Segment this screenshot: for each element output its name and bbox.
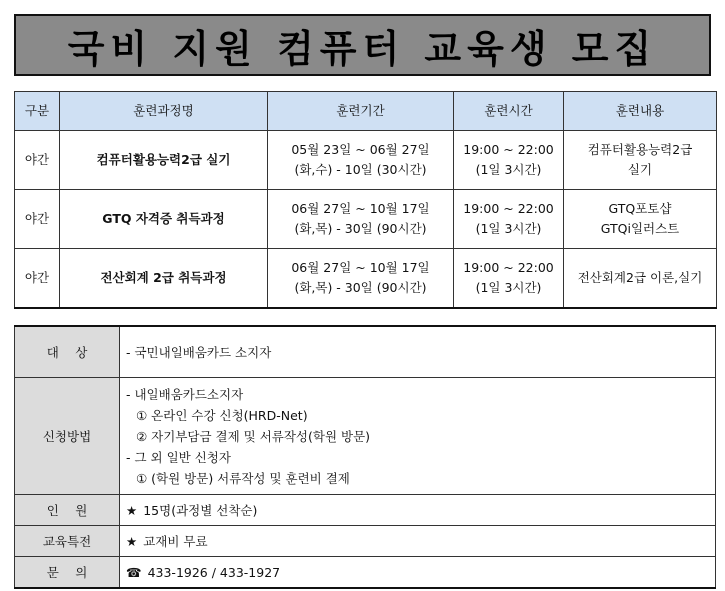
content-line: 실기 <box>627 162 653 177</box>
capacity-text: 15명(과정별 선착순) <box>143 502 258 518</box>
target-value: - 국민내일배움카드 소지자 <box>120 326 716 378</box>
header-time: 훈련시간 <box>454 92 564 131</box>
period-days: (화,수) - 10일 (30시간) <box>294 162 427 177</box>
course-time <box>454 190 564 249</box>
course-name: 컴퓨터활용능력2급 실기 <box>60 131 268 190</box>
info-row-benefit <box>15 526 716 557</box>
course-name: GTQ 자격증 취득과정 <box>60 190 268 249</box>
title-banner <box>14 14 711 76</box>
course-content <box>564 249 717 309</box>
course-period <box>268 131 454 190</box>
info-table <box>14 325 716 589</box>
header-period: 훈련기간 <box>268 92 454 131</box>
star-icon: ★ <box>126 502 138 518</box>
course-table <box>14 91 717 309</box>
phone-icon: ☎ <box>126 564 142 580</box>
star-icon: ★ <box>126 533 138 549</box>
apply-label: 신청방법 <box>15 378 120 495</box>
period-dates: 06월 27일 ~ 10월 17일 <box>291 201 430 216</box>
content-line: GTQ포토샵 <box>608 201 672 216</box>
info-row-capacity <box>15 495 716 526</box>
time-hours: (1일 3시간) <box>475 162 542 177</box>
course-type: 야간 <box>15 249 60 309</box>
apply-line: ② 자기부담금 결제 및 서류작성(학원 방문) <box>136 428 371 444</box>
course-content <box>564 131 717 190</box>
period-dates: 05월 23일 ~ 06월 27일 <box>291 142 430 157</box>
content-line: 전산회계2급 이론,실기 <box>577 270 703 285</box>
period-days: (화,목) - 30일 (90시간) <box>294 280 427 295</box>
table-row <box>15 131 717 190</box>
benefit-label: 교육특전 <box>15 526 120 557</box>
apply-line: - 내일배움카드소지자 <box>126 386 244 402</box>
header-content: 훈련내용 <box>564 92 717 131</box>
header-name: 훈련과정명 <box>60 92 268 131</box>
benefit-text: 교재비 무료 <box>143 533 208 549</box>
target-label: 대 상 <box>15 326 120 378</box>
capacity-label: 인 원 <box>15 495 120 526</box>
apply-value <box>120 378 716 495</box>
header-type: 구분 <box>15 92 60 131</box>
apply-line: ① 온라인 수강 신청(HRD-Net) <box>136 407 308 423</box>
benefit-value <box>120 526 716 557</box>
content-line: 컴퓨터활용능력2급 <box>587 142 693 157</box>
course-time <box>454 131 564 190</box>
course-table-header <box>15 92 717 131</box>
time-range: 19:00 ~ 22:00 <box>463 260 554 275</box>
info-row-target <box>15 326 716 378</box>
time-range: 19:00 ~ 22:00 <box>463 142 554 157</box>
content-line: GTQi일러스트 <box>600 221 680 236</box>
capacity-value <box>120 495 716 526</box>
info-row-contact <box>15 557 716 589</box>
time-hours: (1일 3시간) <box>475 280 542 295</box>
course-name: 전산회계 2급 취득과정 <box>60 249 268 309</box>
course-type: 야간 <box>15 190 60 249</box>
table-row <box>15 190 717 249</box>
time-range: 19:00 ~ 22:00 <box>463 201 554 216</box>
course-type: 야간 <box>15 131 60 190</box>
time-hours: (1일 3시간) <box>475 221 542 236</box>
course-time <box>454 249 564 309</box>
period-days: (화,목) - 30일 (90시간) <box>294 221 427 236</box>
apply-line: - 그 외 일반 신청자 <box>126 449 231 465</box>
contact-value <box>120 557 716 589</box>
table-row <box>15 249 717 309</box>
info-row-apply <box>15 378 716 495</box>
apply-line: ① (학원 방문) 서류작성 및 훈련비 결제 <box>136 470 350 486</box>
page-title: 국비 지원 컴퓨터 교육생 모집 <box>67 26 658 71</box>
course-content <box>564 190 717 249</box>
contact-label: 문 의 <box>15 557 120 589</box>
contact-text: 433-1926 / 433-1927 <box>147 564 281 580</box>
course-period <box>268 190 454 249</box>
course-period <box>268 249 454 309</box>
period-dates: 06월 27일 ~ 10월 17일 <box>291 260 430 275</box>
